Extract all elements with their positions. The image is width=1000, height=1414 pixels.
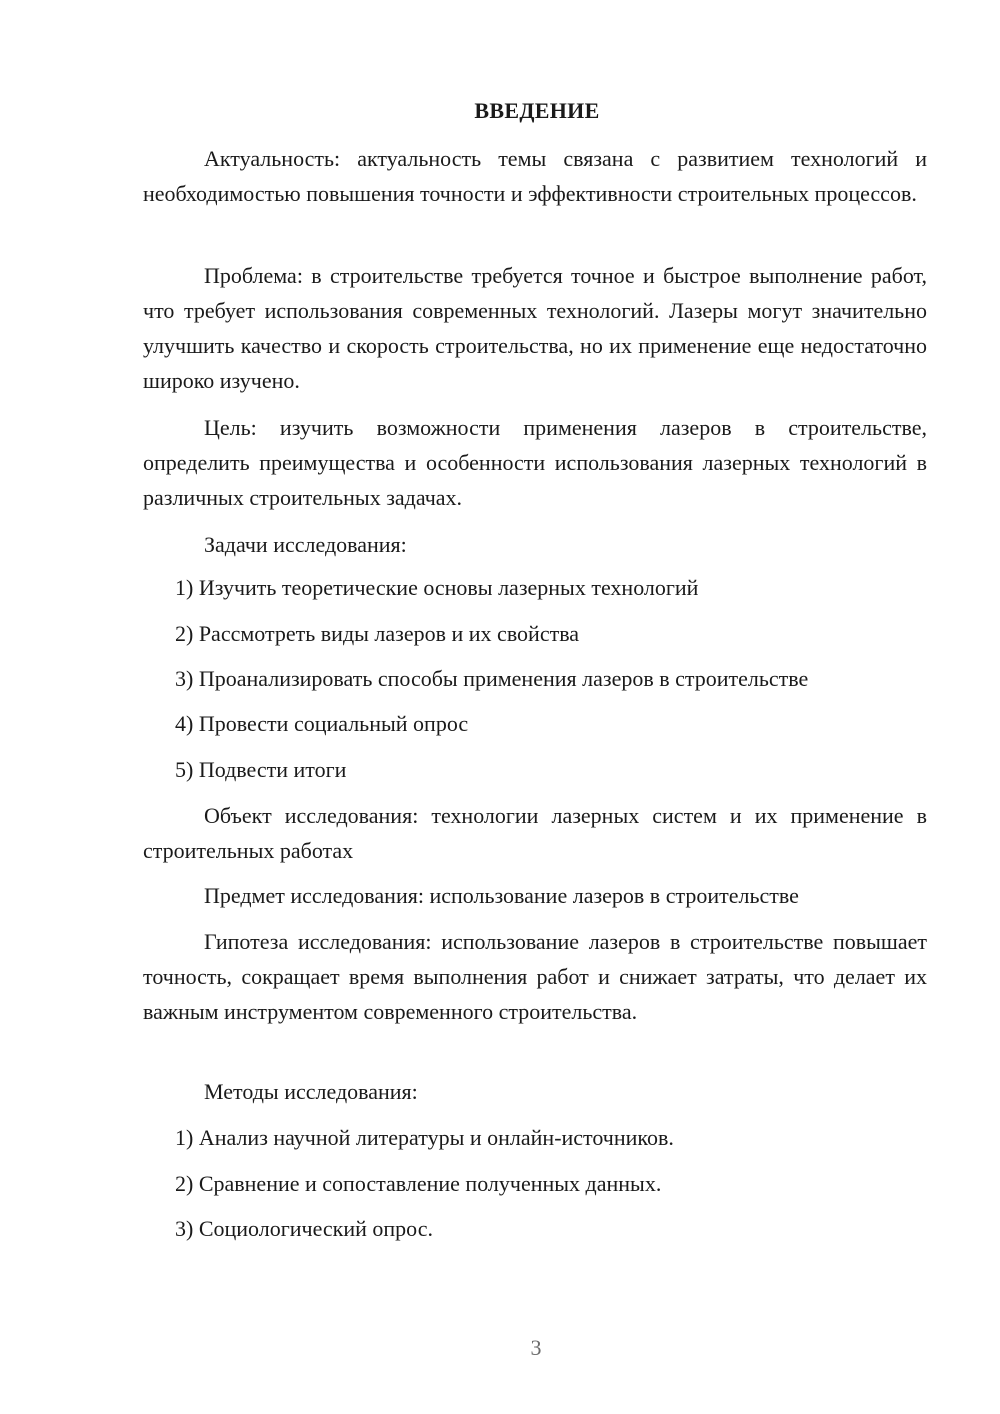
tasks-heading: Задачи исследования: <box>204 532 407 557</box>
relevance-paragraph: Актуальность: актуальность темы связана с развитием технологий и необходимостью повышения точности и эффективности строительных процессов. <box>143 146 927 206</box>
subject-paragraph: Предмет исследования: использование лазеров в строительстве <box>204 883 799 908</box>
task-item-3: 3) Проанализировать способы применения лазеров в строительстве <box>175 666 809 691</box>
method-item-2: 2) Сравнение и сопоставление полученных данных. <box>175 1171 662 1196</box>
method-item-1: 1) Анализ научной литературы и онлайн-источников. <box>175 1125 674 1150</box>
hypothesis-paragraph: Гипотеза исследования: использование лазеров в строительстве повышает точность, сокращает время выполнения работ и снижает затраты, что делает их важным инструментом современного строительства. <box>143 929 927 1024</box>
problem-paragraph: Проблема: в строительстве требуется точное и быстрое выполнение работ, что требует использования современных технологий. Лазеры могут значительно улучшить качество и скорость строительства, но их применение еще недостаточно широко изучено. <box>143 263 927 393</box>
object-paragraph: Объект исследования: технологии лазерных систем и их применение в строительных работах <box>143 803 927 863</box>
task-item-5: 5) Подвести итоги <box>175 757 347 782</box>
method-item-3: 3) Социологический опрос. <box>175 1216 433 1241</box>
section-title: ВВЕДЕНИЕ <box>474 98 600 123</box>
goal-paragraph: Цель: изучить возможности применения лазеров в строительстве, определить преимущества и особенности использования лазерных технологий в различных строительных задачах. <box>143 415 927 510</box>
methods-heading: Методы исследования: <box>204 1079 418 1104</box>
task-item-2: 2) Рассмотреть виды лазеров и их свойства <box>175 621 580 646</box>
task-item-1: 1) Изучить теоретические основы лазерных технологий <box>175 575 699 600</box>
page-number: 3 <box>530 1335 542 1360</box>
task-item-4: 4) Провести социальный опрос <box>175 711 469 736</box>
